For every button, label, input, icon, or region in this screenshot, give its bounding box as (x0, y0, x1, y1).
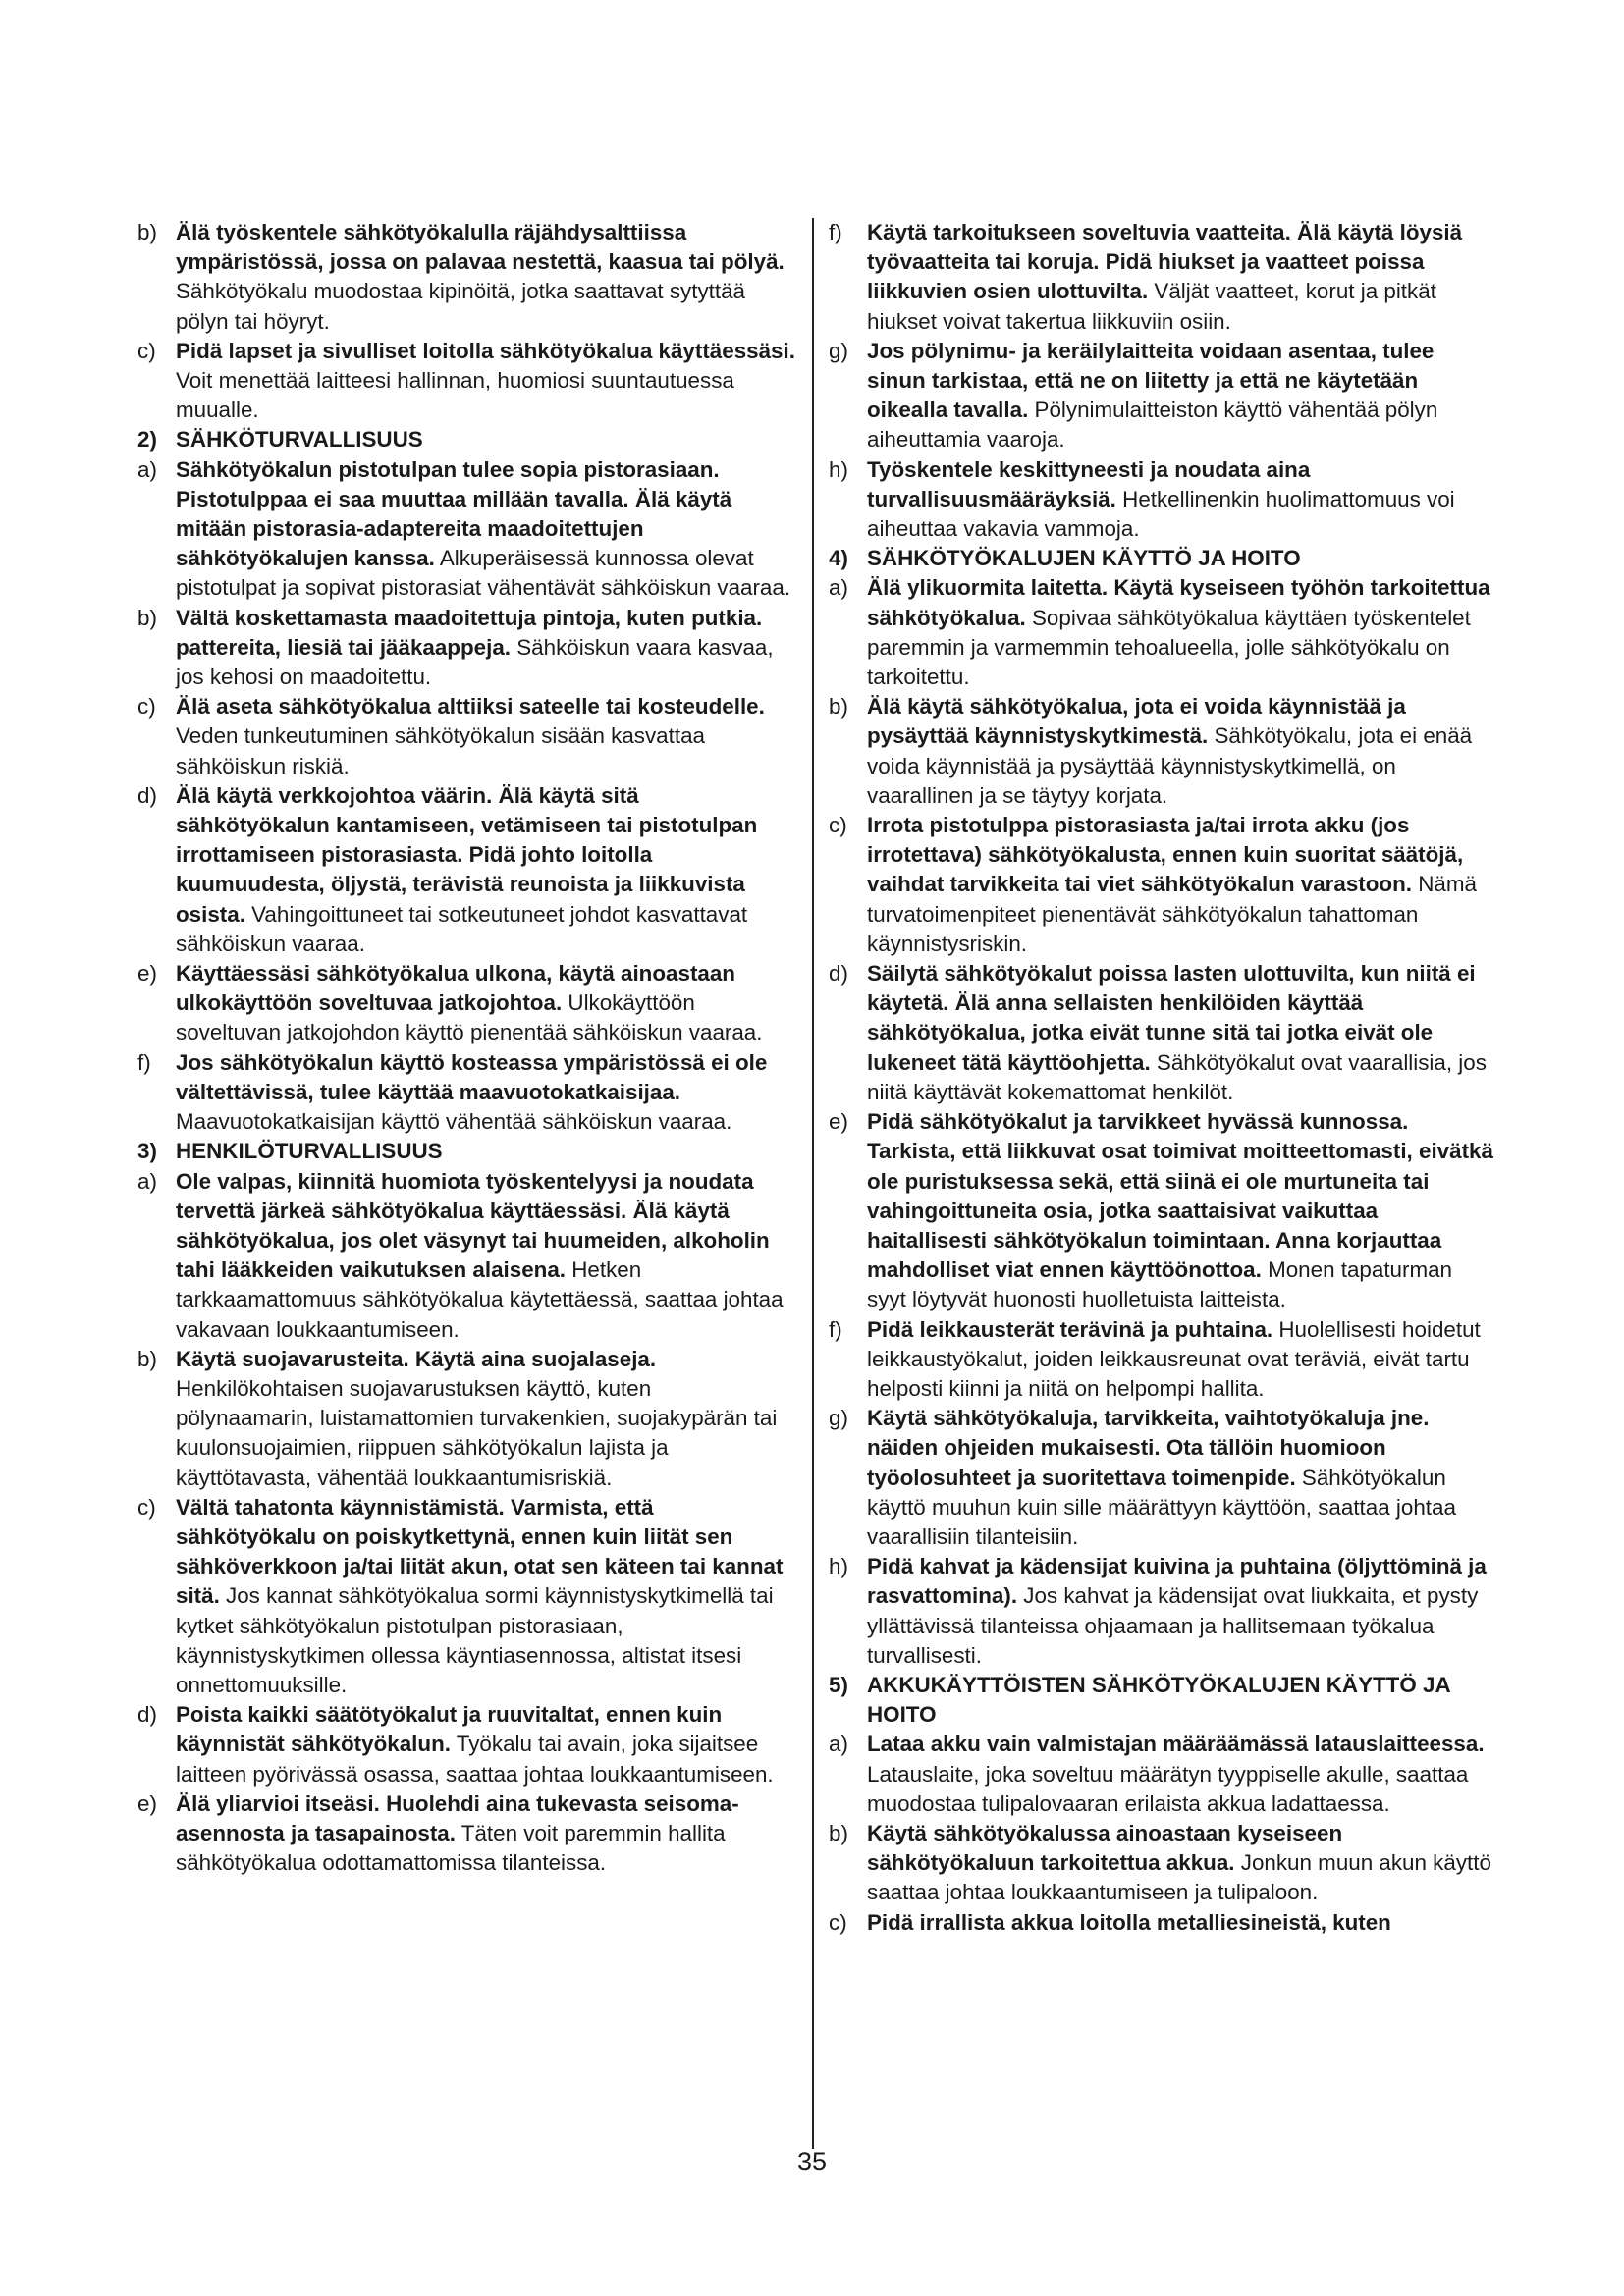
item-letter: b) (137, 1346, 157, 1371)
safety-item (829, 1404, 1496, 1552)
item-explanation: Sähköiskun vaara kasvaa, jos kehosi on maadoitettu. (176, 634, 774, 690)
safety-item (137, 1700, 795, 1789)
right-column (829, 218, 1496, 1938)
column-divider (812, 218, 814, 2149)
item-warning: Käytä suojavarusteita. Käytä aina suojalaseja. (176, 1346, 657, 1371)
item-explanation: Maavuotokatkaisijan käyttö vähentää sähköiskun vaaraa. (176, 1109, 732, 1135)
safety-item (137, 337, 795, 426)
item-letter: e) (829, 1109, 848, 1135)
item-warning: Käytä tarkoitukseen soveltuvia vaatteita. Älä käytä löysiä työvaatteita tai koruja. Pidä hiukset ja vaatteet poissa liikkuvien osien ulottuvilta. (867, 220, 1463, 304)
section-heading (829, 544, 1496, 573)
item-letter: d) (137, 782, 157, 808)
safety-item (829, 811, 1496, 959)
item-warning: Älä aseta sähkötyökalua alttiiksi sateelle tai kosteudelle. (176, 694, 765, 720)
section-title: HENKILÖTURVALLISUUS (176, 1139, 443, 1164)
item-explanation: Nämä turvatoimenpiteet pienentävät sähkötyökalun tahattoman käynnistysriskin. (867, 872, 1477, 956)
item-letter: g) (829, 338, 848, 363)
safety-item (137, 959, 795, 1048)
item-letter: a) (137, 1168, 157, 1194)
item-letter: c) (829, 1909, 847, 1935)
section-number: 4) (829, 546, 848, 571)
safety-item (137, 781, 795, 959)
item-letter: b) (137, 605, 157, 630)
item-explanation: Työkalu tai avain, joka sijaitsee laitteen pyörivässä osassa, saattaa johtaa loukkaantumiseen. (176, 1732, 774, 1787)
item-letter: b) (829, 1820, 848, 1845)
item-warning: Käyttäessäsi sähkötyökalua ulkona, käytä ainoastaan ulkokäyttöön soveltuvaa jatkojohtoa. (176, 961, 735, 1016)
item-explanation: Sähkötyökalun käyttö muuhun kuin sille määrättyyn käyttöön, saattaa johtaa vaarallisiin tilanteisiin. (867, 1465, 1456, 1549)
safety-item (829, 692, 1496, 811)
safety-item (137, 455, 795, 604)
item-warning: Pidä sähkötyökalut ja tarvikkeet hyvässä kunnossa. Tarkista, että liikkuvat osat toimivat moitteettomasti, eivätkä ole puristuksessa sekä, että siinä ei ole murtuneita tai vahingoittuneita osia, jotka saattaisivat vaikuttaa haitallisesti sähkötyökalun toimintaan. Anna korjauttaa mahdolliset viat ennen käyttöönottoa. (867, 1109, 1493, 1283)
item-warning: Älä käytä verkkojohtoa väärin. Älä käytä sitä sähkötyökalun kantamiseen, vetämiseen tai pistotulpan irrottamiseen pistorasiasta. Pidä johto loitolla kuumuudesta, öljystä, terävistä reunoista ja liikkuvista osista. (176, 782, 758, 927)
item-warning: Pidä kahvat ja kädensijat kuivina ja puhtaina (öljyttöminä ja rasvattomina). (867, 1554, 1487, 1609)
left-column (137, 218, 795, 1878)
item-letter: a) (829, 575, 848, 601)
item-explanation: Sähkötyökalut ovat vaarallisia, jos niitä käyttävät kokemattomat henkilöt. (867, 1049, 1487, 1104)
item-warning: Pidä leikkausterät terävinä ja puhtaina. (867, 1316, 1273, 1342)
item-letter: g) (829, 1406, 848, 1431)
item-letter: b) (829, 694, 848, 720)
item-explanation: Jos kannat sähkötyökalua sormi käynnistyskytkimellä tai kytket sähkötyökalun pistotulpan pistorasiaan, käynnistyskytkimen ollessa käyntiasennossa, altistat itsesi onnettomuuksille. (176, 1583, 774, 1697)
safety-item (829, 1908, 1496, 1938)
item-letter: c) (137, 338, 156, 363)
safety-item (137, 1048, 795, 1138)
safety-item (829, 1819, 1496, 1908)
item-warning: Käytä sähkötyökalussa ainoastaan kyseiseen sähkötyökaluun tarkoitettua akkua. (867, 1820, 1343, 1876)
item-explanation: Sopivaa sähkötyökalua käyttäen työskentelet paremmin ja varmemmin tehoalueella, jolle sähkötyökalu on tarkoitettu. (867, 605, 1471, 690)
item-explanation: Veden tunkeutuminen sähkötyökalun sisään kasvattaa sähköiskun riskiä. (176, 723, 705, 778)
safety-item (137, 1345, 795, 1493)
item-warning: Vältä tahatonta käynnistämistä. Varmista, että sähkötyökalu on poiskytkettynä, ennen kuin liität sen sähköverkkoon ja/tai liität akun, otat sen käteen tai kannat sitä. (176, 1494, 784, 1609)
item-warning: Älä käytä sähkötyökalua, jota ei voida käynnistää ja pysäyttää käynnistyskytkimestä. (867, 694, 1406, 749)
section-heading (829, 1671, 1496, 1730)
item-letter: c) (137, 1494, 156, 1520)
item-warning: Älä työskentele sähkötyökalulla räjähdysalttiissa ympäristössä, jossa on palavaa nestettä, kaasua tai pölyä. (176, 220, 785, 275)
item-letter: f) (137, 1049, 151, 1075)
safety-item (829, 1552, 1496, 1671)
item-warning: Älä yliarvioi itseäsi. Huolehdi aina tukevasta seisoma-asennosta ja tasapainosta. (176, 1790, 739, 1845)
item-warning: Älä ylikuormita laitetta. Käytä kyseiseen työhön tarkoitettua sähkötyökalua. (867, 575, 1490, 630)
item-letter: e) (137, 1790, 157, 1816)
safety-item (829, 337, 1496, 455)
item-letter: c) (829, 813, 847, 838)
item-letter: d) (137, 1702, 157, 1728)
item-letter: h) (829, 1554, 848, 1579)
safety-item (137, 218, 795, 337)
item-explanation: Hetkellinenkin huolimattomuus voi aiheuttaa vakavia vammoja. (867, 486, 1455, 542)
safety-item (829, 959, 1496, 1107)
safety-item (829, 1730, 1496, 1819)
item-warning: Lataa akku vain valmistajan määräämässä latauslaitteessa. (867, 1732, 1485, 1757)
section-title: SÄHKÖTYÖKALUJEN KÄYTTÖ JA HOITO (867, 546, 1301, 571)
item-warning: Jos sähkötyökalun käyttö kosteassa ympäristössä ei ole vältettävissä, tulee käyttää maavuotokatkaisijaa. (176, 1049, 768, 1104)
item-explanation: Latauslaite, joka soveltuu määrätyn tyyppiselle akulle, saattaa muodostaa tulipalovaaran erilaista akkua ladattaessa. (867, 1761, 1469, 1816)
item-explanation: Vahingoittuneet tai sotkeutuneet johdot kasvattavat sähköiskun vaaraa. (176, 901, 748, 956)
section-title: SÄHKÖTURVALLISUUS (176, 427, 423, 453)
item-explanation: Jos kahvat ja kädensijat ovat liukkaita, et pysty yllättävissä tilanteissa ohjaamaan ja hallitsemaan työkalua turvallisesti. (867, 1583, 1479, 1668)
item-letter: c) (137, 694, 156, 720)
safety-item (137, 604, 795, 693)
item-warning: Irrota pistotulppa pistorasiasta ja/tai irrota akku (jos irrotettava) sähkötyökalusta, ennen kuin suoritat säätöjä, vaihdat tarvikkeita tai viet sähkötyökalun varastoon. (867, 813, 1464, 897)
item-letter: b) (137, 220, 157, 244)
item-explanation: Ulkokäyttöön soveltuvan jatkojohdon käyttö pienentää sähköiskun vaaraa. (176, 990, 763, 1045)
safety-item (137, 1167, 795, 1345)
page-number: 35 (796, 2147, 828, 2176)
item-explanation: Monen tapaturman syyt löytyvät huonosti huolletuista laitteista. (867, 1257, 1453, 1312)
item-letter: f) (829, 220, 842, 244)
item-warning: Vältä koskettamasta maadoitettuja pintoja, kuten putkia. pattereita, liesiä tai jääkaappeja. (176, 605, 763, 660)
item-warning: Pidä lapset ja sivulliset loitolla sähkötyökalua käyttäessäsi. (176, 338, 795, 363)
item-explanation: Hetken tarkkaamattomuus sähkötyökalua käytettäessä, saattaa johtaa vakavaan loukkaantumiseen. (176, 1257, 784, 1342)
item-explanation: Henkilökohtaisen suojavarustuksen käyttö, kuten pölynaamarin, luistamattomien turvakenkien, suojakypärän tai kuulonsuojaimien, riippuen sähkötyökalun lajista ja käyttötavasta, vähentää loukkaantumisriskiä. (176, 1375, 778, 1490)
safety-item (829, 1315, 1496, 1405)
item-explanation: Täten voit paremmin hallita sähkötyökalua odottamattomissa tilanteissa. (176, 1820, 726, 1876)
item-explanation: Voit menettää laitteesi hallinnan, huomiosi suuntautuessa muualle. (176, 368, 734, 423)
safety-item (137, 1493, 795, 1700)
section-number: 3) (137, 1139, 157, 1164)
item-letter: e) (137, 961, 157, 987)
item-warning: Ole valpas, kiinnitä huomiota työskentelyysi ja noudata tervettä järkeä sähkötyökalua käyttäessäsi. Älä käytä sähkötyökalua, jos olet väsynyt tai huumeiden, alkoholin tahi lääkkeiden vaikutuksen alaisena. (176, 1168, 770, 1283)
item-warning: Työskentele keskittyneesti ja noudata aina turvallisuusmääräyksiä. (867, 456, 1311, 511)
item-warning: Pidä irrallista akkua loitolla metalliesineistä, kuten (867, 1909, 1391, 1935)
item-letter: d) (829, 961, 848, 987)
section-heading (137, 1137, 795, 1166)
item-letter: a) (137, 456, 157, 482)
safety-item (829, 573, 1496, 692)
safety-item (829, 1107, 1496, 1314)
item-warning: Säilytä sähkötyökalut poissa lasten ulottuvilta, kun niitä ei käytetä. Älä anna sellaisten henkilöiden käyttää sähkötyökalua, jotka eivät tunne sitä tai jotka eivät ole lukeneet tätä käyttöohjetta. (867, 961, 1476, 1075)
item-letter: h) (829, 456, 848, 482)
section-number: 2) (137, 427, 157, 453)
item-warning: Sähkötyökalun pistotulpan tulee sopia pistorasiaan. Pistotulppaa ei saa muuttaa millään tavalla. Älä käytä mitään pistorasia-adaptereita maadoitettujen sähkötyökalujen kanssa. (176, 456, 732, 571)
section-title: AKKUKÄYTTÖISTEN SÄHKÖTYÖKALUJEN KÄYTTÖ JA HOITO (867, 1672, 1450, 1728)
item-warning: Poista kaikki säätötyökalut ja ruuvitaltat, ennen kuin käynnistät sähkötyökalun. (176, 1702, 723, 1757)
section-number: 5) (829, 1672, 848, 1697)
section-heading (137, 425, 795, 454)
item-explanation: Alkuperäisessä kunnossa olevat pistotulpat ja sopivat pistorasiat vähentävät sähköiskun vaaraa. (176, 546, 791, 601)
safety-item (829, 455, 1496, 545)
item-explanation: Väljät vaatteet, korut ja pitkät hiukset voivat takertua liikkuviin osiin. (867, 279, 1436, 334)
item-letter: f) (829, 1316, 842, 1342)
item-warning: Jos pölynimu- ja keräilylaitteita voidaan asentaa, tulee sinun tarkistaa, että ne on liitetty ja että ne käytetään oikealla tavalla. (867, 338, 1435, 423)
item-explanation: Jonkun muun akun käyttö saattaa johtaa loukkaantumiseen ja tulipaloon. (867, 1850, 1491, 1905)
safety-item (829, 218, 1496, 337)
safety-item (137, 692, 795, 781)
safety-item (137, 1789, 795, 1879)
item-letter: a) (829, 1732, 848, 1757)
item-warning: Käytä sähkötyökaluja, tarvikkeita, vaihtotyökaluja jne. näiden ohjeiden mukaisesti. Ota tällöin huomioon työolosuhteet ja suoritettava toimenpide. (867, 1406, 1430, 1490)
item-explanation: Sähkötyökalu, jota ei enää voida käynnistää ja pysäyttää käynnistyskytkimellä, on vaarallinen ja se täytyy korjata. (867, 723, 1473, 808)
item-explanation: Huolellisesti hoidetut leikkaustyökalut, joiden leikkausreunat ovat teräviä, eivät tartu helposti kiinni ja niitä on helpompi hallita. (867, 1316, 1481, 1401)
item-explanation: Sähkötyökalu muodostaa kipinöitä, jotka saattavat sytyttää pölyn tai höyryt. (176, 279, 746, 334)
item-explanation: Pölynimulaitteiston käyttö vähentää pölyn aiheuttamia vaaroja. (867, 398, 1438, 453)
